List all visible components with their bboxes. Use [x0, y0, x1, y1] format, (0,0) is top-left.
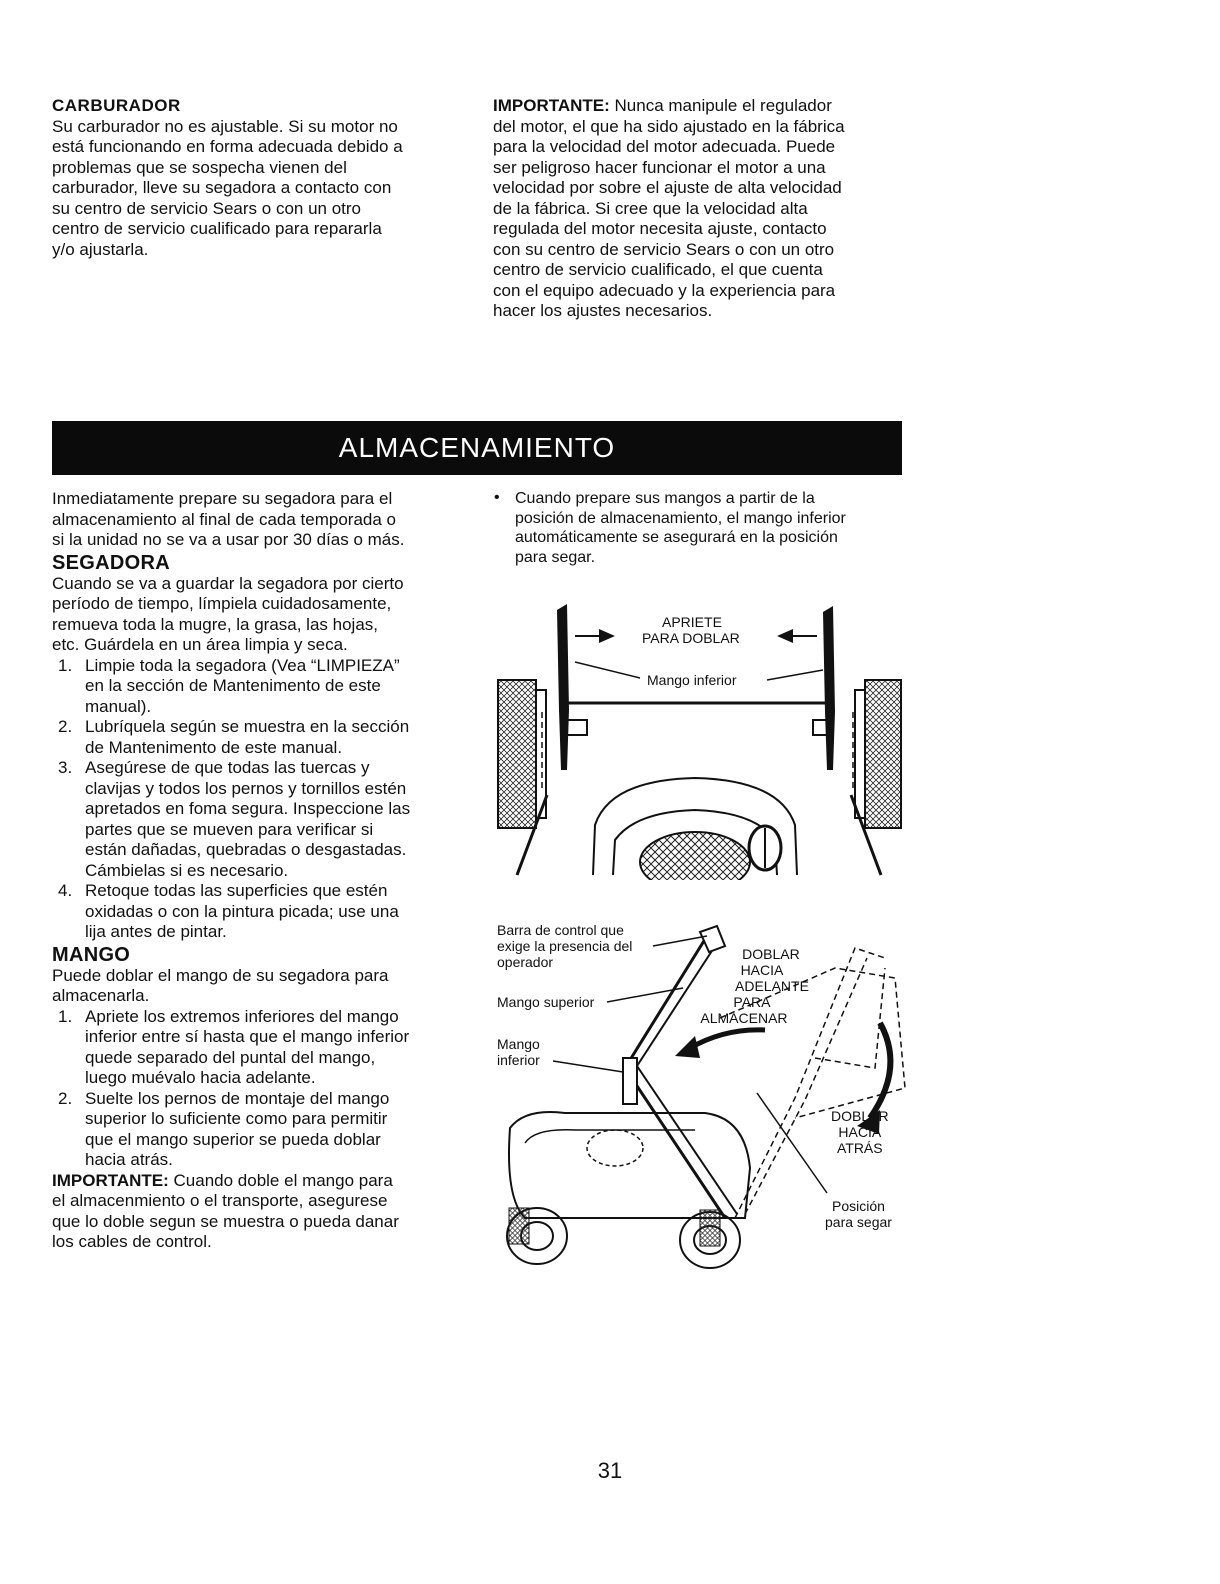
importante-regulador-note — [493, 96, 903, 322]
carburador-heading: CARBURADOR — [52, 96, 181, 115]
importante-label: IMPORTANTE: — [52, 1170, 169, 1190]
step-line: luego muévalo hacia adelante. — [85, 1068, 316, 1087]
importante-line: velocidad por sobre el ajuste de alta velocidad — [493, 178, 842, 197]
step-line: inferior entre sí hasta que el mango inferior — [85, 1027, 410, 1046]
step-line: Limpie toda la segadora (Vea “LIMPIEZA” — [85, 655, 400, 675]
mango-inferior-line: Mango — [497, 1036, 540, 1052]
doblar-adelante-line: HACIA — [740, 962, 784, 978]
step-line: apretados en foma segura. Inspeccione las — [85, 799, 411, 818]
bullet-dot: • — [494, 489, 500, 506]
barra-control-line: Barra de control que — [497, 922, 624, 938]
step-line: partes que se mueven para verificar si — [85, 819, 374, 839]
importante-line: con el equipo adecuado y la experiencia para — [493, 280, 836, 300]
bullet-line: automáticamente se asegurará en la posición — [515, 529, 838, 546]
mango-importante-first-line — [52, 1171, 472, 1192]
step-line: lija antes de pintar. — [85, 922, 227, 941]
step-line: que el mango superior se pueda doblar — [85, 1129, 381, 1149]
importante-line: centro de servicio cualificado, el que cuenta — [493, 260, 823, 279]
step-line: superior lo suficiente como para permitir — [85, 1109, 388, 1128]
carburador-line: carburador, lleve su segadora a contacto con — [52, 178, 392, 197]
doblar-atras-label — [831, 1108, 889, 1156]
segadora-line: Cuando se va a guardar la segadora por cierto — [52, 573, 404, 593]
mango-body — [52, 966, 472, 1007]
step-line: hacia atrás. — [85, 1150, 173, 1169]
mango-inferior-bottom-label — [497, 1036, 540, 1068]
step-number: 3. — [58, 758, 73, 777]
barra-control-label — [497, 922, 632, 970]
step-number: 1. — [58, 655, 73, 675]
segadora-step — [52, 758, 472, 881]
intro-line: almacenamiento al final de cada temporada o — [52, 509, 396, 529]
step-line: Lubríquela según se muestra en la sección — [85, 717, 410, 736]
segadora-line: etc. Guárdela en un área limpia y seca. — [52, 635, 348, 654]
bullet-line: para segar. — [515, 548, 596, 566]
step-number: 2. — [58, 1088, 73, 1108]
mango-line: Puede doblar el mango de su segadora para — [52, 965, 389, 985]
mango-line: almacenarla. — [52, 986, 150, 1005]
doblar-atras-line: ATRÁS — [836, 1140, 883, 1156]
mango-steps — [52, 1007, 472, 1171]
importante-line: Nunca manipule el regulador — [609, 96, 832, 115]
importante-line: el almacenmiento o el transporte, asegurese — [52, 1191, 388, 1210]
carburador-line: problemas que se sospecha vienen del — [52, 157, 347, 177]
posicion-segar-line: Posición — [832, 1198, 885, 1214]
intro-line: Inmediatamente prepare su segadora para el — [52, 489, 393, 508]
carburador-section — [52, 96, 462, 260]
segadora-steps — [52, 656, 472, 943]
importante-line: los cables de control. — [52, 1232, 212, 1251]
mango-heading: MANGO — [52, 943, 131, 966]
segadora-line: remueva toda la mugre, la grasa, las hojas, — [52, 614, 379, 634]
step-line: Retoque todas las superficies que estén — [85, 881, 388, 900]
importante-line: para la velocidad del motor adecuada. Puede — [493, 137, 836, 156]
step-line: oxidadas o con la pintura picada; use una — [85, 901, 399, 921]
bullet-line: Cuando prepare sus mangos a partir de la — [515, 490, 815, 507]
carburador-body — [52, 117, 462, 261]
doblar-adelante-line: ADELANTE — [735, 978, 809, 994]
doblar-adelante-line: PARA — [733, 994, 771, 1010]
banner-title: ALMACENAMIENTO — [338, 432, 616, 463]
importante-label: IMPORTANTE: — [493, 96, 610, 115]
left-column — [52, 489, 472, 1253]
mango-importante-note — [52, 1171, 472, 1253]
step-line: están dañadas, quebradas o desgastadas. — [85, 840, 407, 859]
importante-line: que lo doble segun se muestra o pueda danar — [52, 1211, 399, 1231]
intro-line: si la unidad no se va a usar por 30 días o más. — [52, 530, 405, 549]
step-number: 1. — [58, 1006, 73, 1026]
barra-control-line: exige la presencia del — [497, 938, 633, 954]
step-number: 2. — [58, 717, 73, 736]
segadora-heading: SEGADORA — [52, 551, 170, 574]
almacenamiento-banner — [52, 421, 902, 475]
step-line: Asegúrese de que todas las tuercas y — [85, 758, 370, 777]
step-line: quede separado del puntal del mango, — [85, 1047, 376, 1067]
barra-control-line: operador — [497, 954, 554, 970]
mango-inferior-line: inferior — [497, 1052, 540, 1068]
segadora-body — [52, 574, 472, 656]
importante-line: de la fábrica. Si cree que la velocidad alta — [493, 198, 808, 218]
step-line: manual). — [85, 696, 152, 716]
step-number: 4. — [58, 881, 73, 900]
step-line: Cámbielas si es necesario. — [85, 860, 289, 880]
carburador-line: Su carburador no es ajustable. Si su motor no — [52, 116, 398, 136]
step-line: clavijas y todos los pernos y tornillos estén — [85, 778, 407, 798]
importante-line: hacer los ajustes necesarios. — [493, 301, 713, 320]
doblar-atras-line: DOBLAR — [831, 1108, 889, 1124]
posicion-segar-line: para segar — [825, 1214, 892, 1230]
intro-paragraph — [52, 489, 472, 551]
segadora-step — [52, 656, 472, 718]
apriete-label-line2: PARA DOBLAR — [642, 630, 740, 646]
importante-line: del motor, el que ha sido ajustado en la fábrica — [493, 116, 845, 136]
doblar-atras-line: HACIA — [838, 1124, 882, 1140]
step-line: Suelte los pernos de montaje del mango — [85, 1088, 390, 1108]
segadora-step — [52, 881, 472, 943]
carburador-line: está funcionando en forma adecuada debido a — [52, 137, 403, 156]
importante-line: ser peligroso hacer funcionar el motor a una — [493, 157, 826, 177]
importante-line: con su centro de servicio Sears o con un otro — [493, 239, 835, 259]
mango-step — [52, 1089, 472, 1171]
segadora-line: período de tiempo, límpiela cuidadosamente, — [52, 594, 392, 613]
importante-line: Cuando doble el mango para — [168, 1170, 393, 1190]
mango-superior-label: Mango superior — [497, 994, 595, 1010]
segadora-step — [52, 717, 472, 758]
carburador-line: y/o ajustarla. — [52, 239, 149, 259]
handle-bullet-note — [494, 489, 904, 567]
importante-first-line — [493, 96, 903, 117]
bullet-text — [494, 489, 904, 567]
importante-line: regulada del motor necesita ajuste, contacto — [493, 219, 827, 238]
step-line: en la sección de Mantenimento de este — [85, 676, 381, 695]
carburador-line: centro de servicio cualificado para repararla — [52, 219, 382, 238]
apriete-label-line1: APRIETE — [662, 614, 722, 630]
fold-handle-figure — [495, 918, 910, 1278]
doblar-adelante-line: DOBLAR — [742, 946, 800, 962]
mango-step — [52, 1007, 472, 1089]
page-number: 31 — [597, 1458, 623, 1483]
posicion-segar-label — [825, 1198, 892, 1230]
mango-inferior-label: Mango inferior — [647, 672, 737, 688]
carburador-line: su centro de servicio Sears o con un otro — [52, 198, 361, 218]
step-line: de Mantenimento de este manual. — [85, 737, 343, 757]
bullet-line: posición de almacenamiento, el mango inferior — [515, 509, 846, 527]
doblar-adelante-line: ALMACENAR — [700, 1010, 788, 1026]
squeeze-handle-figure — [495, 600, 905, 880]
doblar-adelante-label — [675, 946, 809, 1026]
step-line: Apriete los extremos inferiores del mango — [85, 1006, 399, 1026]
